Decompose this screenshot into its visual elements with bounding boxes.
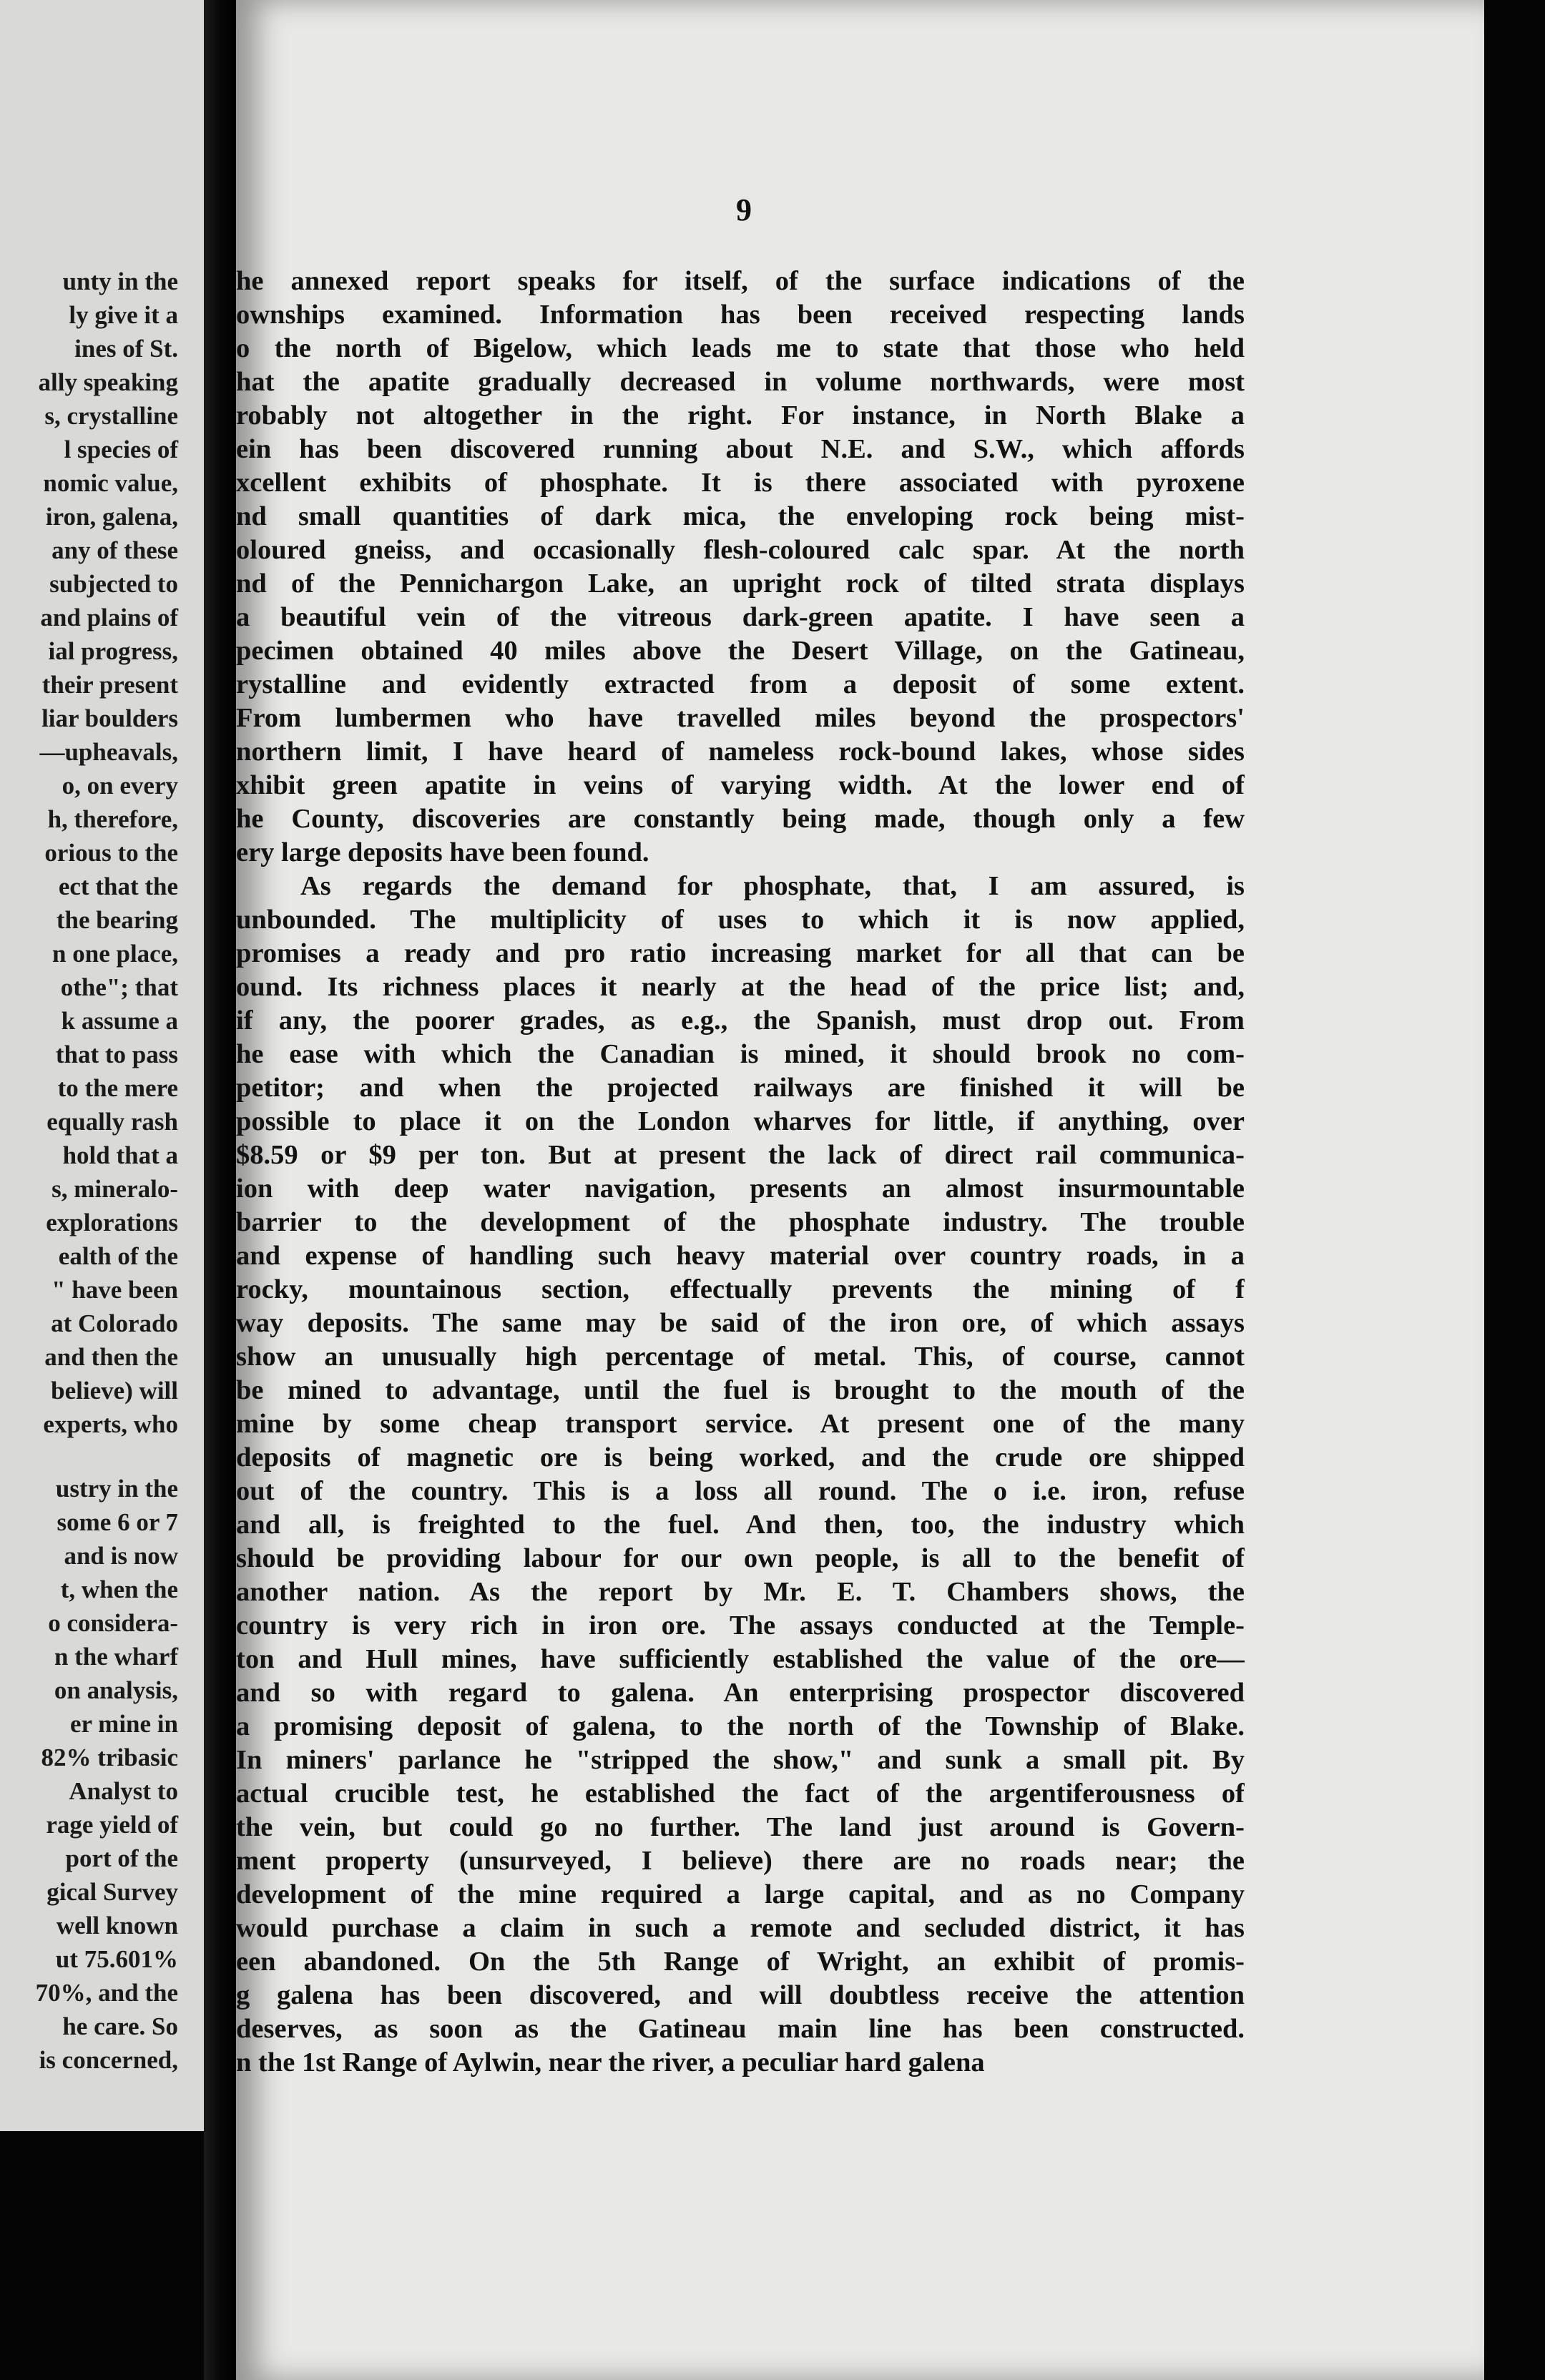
left-column-line: ines of St. <box>74 335 178 363</box>
left-column-line: at Colorado <box>51 1309 178 1337</box>
text-line: n the 1st Range of Aylwin, near the river, a peculiar hard galena <box>236 2047 985 2077</box>
text-line: ound. Its richness places it nearly at the head of the price list; and, <box>236 972 1245 1002</box>
text-line: northern limit, I have heard of nameless rock-bound lakes, whose sides <box>236 737 1245 767</box>
text-line: As regards the demand for phosphate, that, I am assured, is <box>300 871 1245 901</box>
text-line: unbounded. The multiplicity of uses to which it is now applied, <box>236 905 1245 935</box>
text-line: ery large deposits have been found. <box>236 837 649 867</box>
left-column-line: o, on every <box>62 772 178 800</box>
text-line: deposits of magnetic ore is being worked, and the crude ore shipped <box>236 1442 1245 1472</box>
text-line: another nation. As the report by Mr. E. T. Chambers shows, the <box>236 1577 1245 1607</box>
text-line: would purchase a claim in such a remote and secluded district, it has <box>236 1913 1245 1943</box>
left-column-line: on analysis, <box>54 1676 178 1704</box>
left-column-line: 70%, and the <box>35 1979 178 2007</box>
text-line: een abandoned. On the 5th Range of Wright, an exhibit of promis- <box>236 1947 1245 1977</box>
text-line: xcellent exhibits of phosphate. It is there associated with pyroxene <box>236 468 1245 498</box>
text-line: barrier to the development of the phosphate industry. The trouble <box>236 1207 1245 1237</box>
text-line: he annexed report speaks for itself, of the surface indications of the <box>236 266 1245 296</box>
left-column-line: ial progress, <box>48 637 178 665</box>
left-page <box>0 0 204 2131</box>
text-line: From lumbermen who have travelled miles beyond the prospectors' <box>236 703 1245 733</box>
right-page-edge <box>1484 0 1545 2380</box>
left-column-line: k assume a <box>61 1007 178 1035</box>
left-column-line: s, crystalline <box>44 402 178 430</box>
text-line: o the north of Bigelow, which leads me to state that those who held <box>236 333 1245 363</box>
left-column-line: ly give it a <box>69 301 178 329</box>
left-column-line: port of the <box>65 1844 178 1872</box>
left-column-line: orious to the <box>44 839 178 867</box>
left-column-line: ally speaking <box>38 368 178 396</box>
text-line: ion with deep water navigation, presents an almost insurmountable <box>236 1174 1245 1204</box>
text-line: the vein, but could go no further. The land just around is Govern- <box>236 1812 1245 1842</box>
left-column-line: and is now <box>64 1542 178 1570</box>
text-line: petitor; and when the projected railways are finished it will be <box>236 1073 1245 1103</box>
left-column-line: iron, galena, <box>45 503 178 531</box>
text-line: if any, the poorer grades, as e.g., the Spanish, must drop out. From <box>236 1005 1245 1036</box>
left-column-line: othe"; that <box>60 973 178 1001</box>
left-column-line: nomic value, <box>43 469 178 497</box>
text-line: rocky, mountainous section, effectually prevents the mining of f <box>236 1274 1245 1304</box>
left-column-line: t, when the <box>60 1575 178 1603</box>
left-column-line: ustry in the <box>55 1475 178 1503</box>
left-column-line: and plains of <box>40 604 178 631</box>
left-column-line: s, mineralo- <box>52 1175 178 1203</box>
text-line: xhibit green apatite in veins of varying width. At the lower end of <box>236 770 1245 800</box>
left-column-line: ut 75.601% <box>55 1945 178 1973</box>
left-column-line: n one place, <box>52 940 178 968</box>
left-column-line: " have been <box>52 1276 178 1304</box>
text-line: hat the apatite gradually decreased in volume northwards, were most <box>236 367 1245 397</box>
left-column-line: n the wharf <box>54 1643 178 1671</box>
left-column-line: Analyst to <box>69 1777 178 1805</box>
text-line: pecimen obtained 40 miles above the Desert Village, on the Gatineau, <box>236 636 1245 666</box>
left-column-line: believe) will <box>51 1377 178 1405</box>
left-column-line: subjected to <box>49 570 178 598</box>
left-column-line: gical Survey <box>46 1878 178 1906</box>
text-line: promises a ready and pro ratio increasing market for all that can be <box>236 938 1245 968</box>
left-column-line: any of these <box>52 536 178 564</box>
left-column-line: unty in the <box>62 267 178 295</box>
text-line: g galena has been discovered, and will doubtless receive the attention <box>236 1980 1245 2010</box>
text-line: oloured gneiss, and occasionally flesh-coloured calc spar. At the north <box>236 535 1245 565</box>
text-line: In miners' parlance he "stripped the show," and sunk a small pit. By <box>236 1745 1245 1775</box>
left-column-line: o considera- <box>48 1609 178 1637</box>
text-line: development of the mine required a large capital, and as no Company <box>236 1879 1245 1909</box>
left-column-line: and then the <box>44 1343 178 1371</box>
left-column-line: that to pass <box>55 1041 178 1068</box>
page-number: 9 <box>736 192 752 227</box>
left-column-line: experts, who <box>43 1410 178 1438</box>
text-line: $8.59 or $9 per ton. But at present the lack of direct rail communica- <box>236 1140 1245 1170</box>
text-line: way deposits. The same may be said of the iron ore, of which assays <box>236 1308 1245 1338</box>
left-column-line: some 6 or 7 <box>57 1508 178 1536</box>
text-line: mine by some cheap transport service. At present one of the many <box>236 1409 1245 1439</box>
text-line: ment property (unsurveyed, I believe) there are no roads near; the <box>236 1846 1245 1876</box>
text-line: should be providing labour for our own people, is all to the benefit of <box>236 1543 1245 1573</box>
left-column-line: l species of <box>64 436 178 463</box>
left-column-line: he care. So <box>62 2012 178 2040</box>
left-column-line: their present <box>41 671 178 699</box>
left-column-line: equally rash <box>46 1108 178 1136</box>
text-line: rystalline and evidently extracted from a deposit of some extent. <box>236 669 1245 699</box>
text-line: a promising deposit of galena, to the north of the Township of Blake. <box>236 1711 1245 1741</box>
text-line: nd of the Pennichargon Lake, an upright rock of tilted strata displays <box>236 569 1245 599</box>
left-column-line: the bearing <box>56 906 178 934</box>
text-line: ownships examined. Information has been received respecting lands <box>236 300 1245 330</box>
text-line: ein has been discovered running about N.E. and S.W., which affords <box>236 434 1245 464</box>
text-line: possible to place it on the London wharves for little, if anything, over <box>236 1106 1245 1136</box>
text-line: out of the country. This is a loss all round. The o i.e. iron, refuse <box>236 1476 1245 1506</box>
text-line: and all, is freighted to the fuel. And then, too, the industry which <box>236 1510 1245 1540</box>
left-column-line: is concerned, <box>39 2046 178 2074</box>
text-line: deserves, as soon as the Gatineau main line has been constructed. <box>236 2014 1245 2044</box>
left-column-line: er mine in <box>69 1710 178 1738</box>
left-column-line: liar boulders <box>41 704 178 732</box>
text-line: be mined to advantage, until the fuel is brought to the mouth of the <box>236 1375 1245 1405</box>
text-line: show an unusually high percentage of metal. This, of course, cannot <box>236 1342 1245 1372</box>
text-line: a beautiful vein of the vitreous dark-green apatite. I have seen a <box>236 602 1245 632</box>
text-line: robably not altogether in the right. For instance, in North Blake a <box>236 400 1245 431</box>
left-column-line: h, therefore, <box>47 805 178 833</box>
left-column-line: 82% tribasic <box>41 1744 178 1771</box>
text-line: nd small quantities of dark mica, the enveloping rock being mist- <box>236 501 1245 531</box>
text-line: ton and Hull mines, have sufficiently established the value of the ore— <box>236 1644 1245 1674</box>
text-line: and expense of handling such heavy material over country roads, in a <box>236 1241 1245 1271</box>
left-column-line: —upheavals, <box>39 738 178 766</box>
left-column-line: hold that a <box>62 1141 178 1169</box>
left-column-line: ect that the <box>58 872 178 900</box>
left-column-line: ealth of the <box>58 1242 178 1270</box>
text-line: actual crucible test, he established the fact of the argentiferousness of <box>236 1779 1245 1809</box>
text-line: he County, discoveries are constantly being made, though only a few <box>236 804 1245 834</box>
text-line: he ease with which the Canadian is mined, it should brook no com- <box>236 1039 1245 1069</box>
text-line: and so with regard to galena. An enterprising prospector discovered <box>236 1678 1245 1708</box>
left-column-line: to the mere <box>57 1074 178 1102</box>
left-column-line: rage yield of <box>46 1811 178 1839</box>
text-line: country is very rich in iron ore. The assays conducted at the Temple- <box>236 1611 1245 1641</box>
left-column-line: explorations <box>46 1209 178 1236</box>
main-text-column <box>236 265 1245 2080</box>
left-column-line: well known <box>56 1912 178 1939</box>
